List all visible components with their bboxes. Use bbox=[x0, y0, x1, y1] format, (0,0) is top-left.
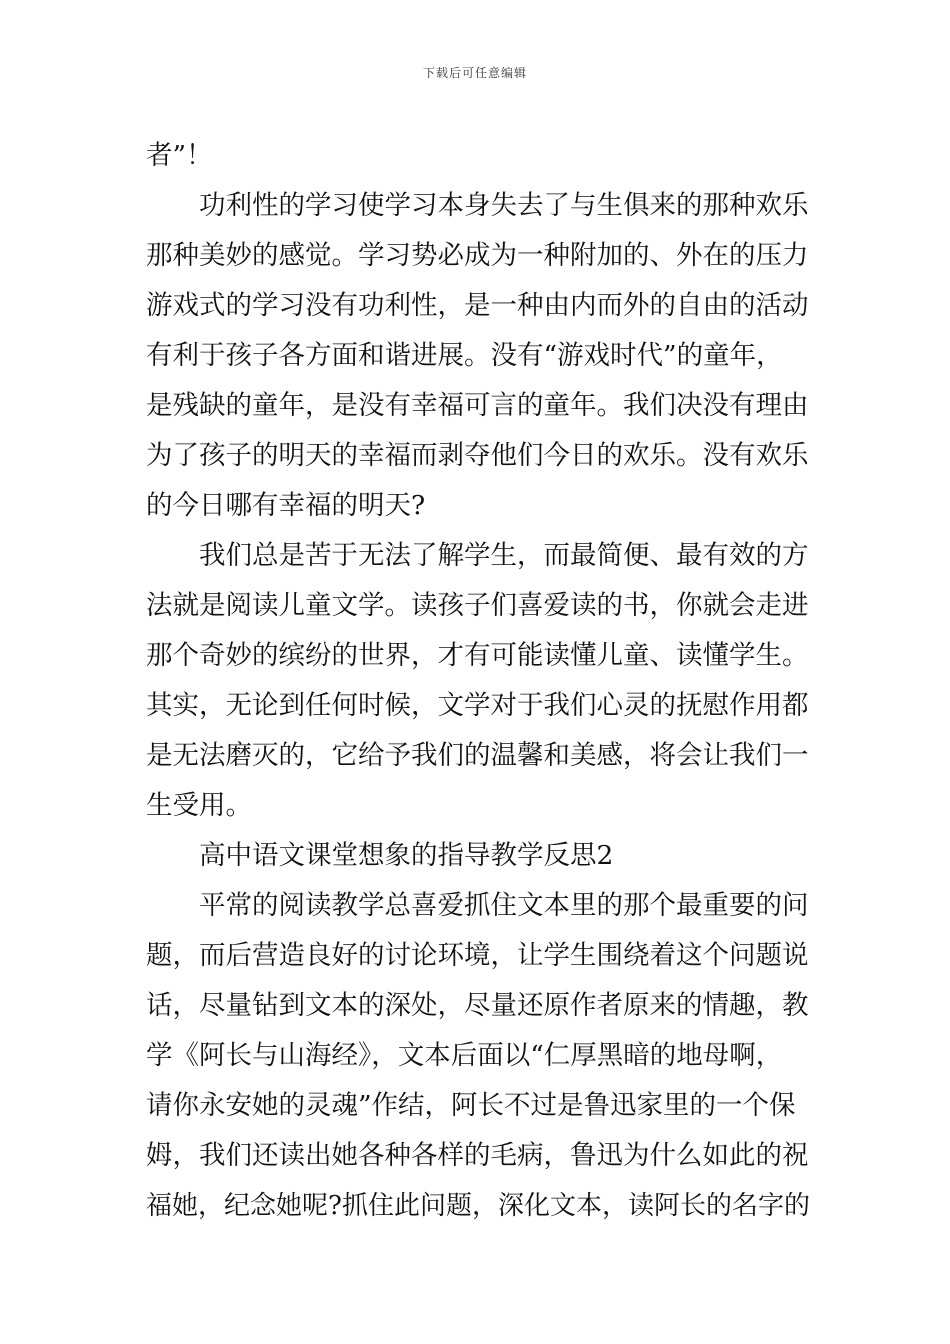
text-line: 话，尽量钻到文本的深处，尽量还原作者原来的情趣，教 bbox=[146, 990, 809, 1021]
text-line: 那个奇妙的缤纷的世界，才有可能读懂儿童、读懂学生。 bbox=[146, 640, 809, 671]
text-line: 其实，无论到任何时候，文学对于我们心灵的抚慰作用都 bbox=[146, 690, 809, 721]
text-line: 请你永安她的灵魂”作结，阿长不过是鲁迅家里的一个保 bbox=[146, 1090, 796, 1121]
text-line: 姆，我们还读出她各种各样的毛病，鲁迅为什么如此的祝 bbox=[146, 1140, 809, 1171]
text-line: 生受用。 bbox=[146, 790, 252, 821]
text-line: 为了孩子的明天的幸福而剥夺他们今日的欢乐。没有欢乐 bbox=[146, 440, 809, 471]
text-line: 题，而后营造良好的讨论环境，让学生围绕着这个问题说 bbox=[146, 940, 809, 971]
document-body bbox=[146, 131, 812, 1231]
page-header: 下载后可任意编辑 bbox=[422, 66, 527, 80]
text-line: 我们总是苦于无法了解学生，而最简便、最有效的方 bbox=[199, 540, 809, 571]
text-line: 平常的阅读教学总喜爱抓住文本里的那个最重要的问 bbox=[199, 890, 809, 921]
text-line: 有利于孩子各方面和谐进展。没有“游戏时代”的童年， bbox=[146, 340, 783, 371]
text-line: 高中语文课堂想象的指导教学反思2 bbox=[199, 840, 614, 871]
text-line: 者”！ bbox=[146, 140, 213, 171]
text-line: 功利性的学习使学习本身失去了与生俱来的那种欢乐 bbox=[199, 190, 809, 221]
text-line: 是残缺的童年，是没有幸福可言的童年。我们决没有理由 bbox=[146, 390, 809, 421]
text-line: 学《阿长与山海经》，文本后面以“仁厚黑暗的地母啊， bbox=[146, 1040, 783, 1071]
text-line: 的今日哪有幸福的明天? bbox=[146, 490, 426, 521]
text-line: 那种美妙的感觉。学习势必成为一种附加的、外在的压力 bbox=[146, 240, 809, 271]
text-line: 是无法磨灭的，它给予我们的温馨和美感，将会让我们一 bbox=[146, 740, 809, 771]
text-line: 法就是阅读儿童文学。读孩子们喜爱读的书，你就会走进 bbox=[146, 590, 809, 621]
text-line: 游戏式的学习没有功利性，是一种由内而外的自由的活动 bbox=[146, 290, 809, 321]
text-line: 福她，纪念她呢?抓住此问题，深化文本，读阿长的名字的 bbox=[146, 1191, 810, 1221]
